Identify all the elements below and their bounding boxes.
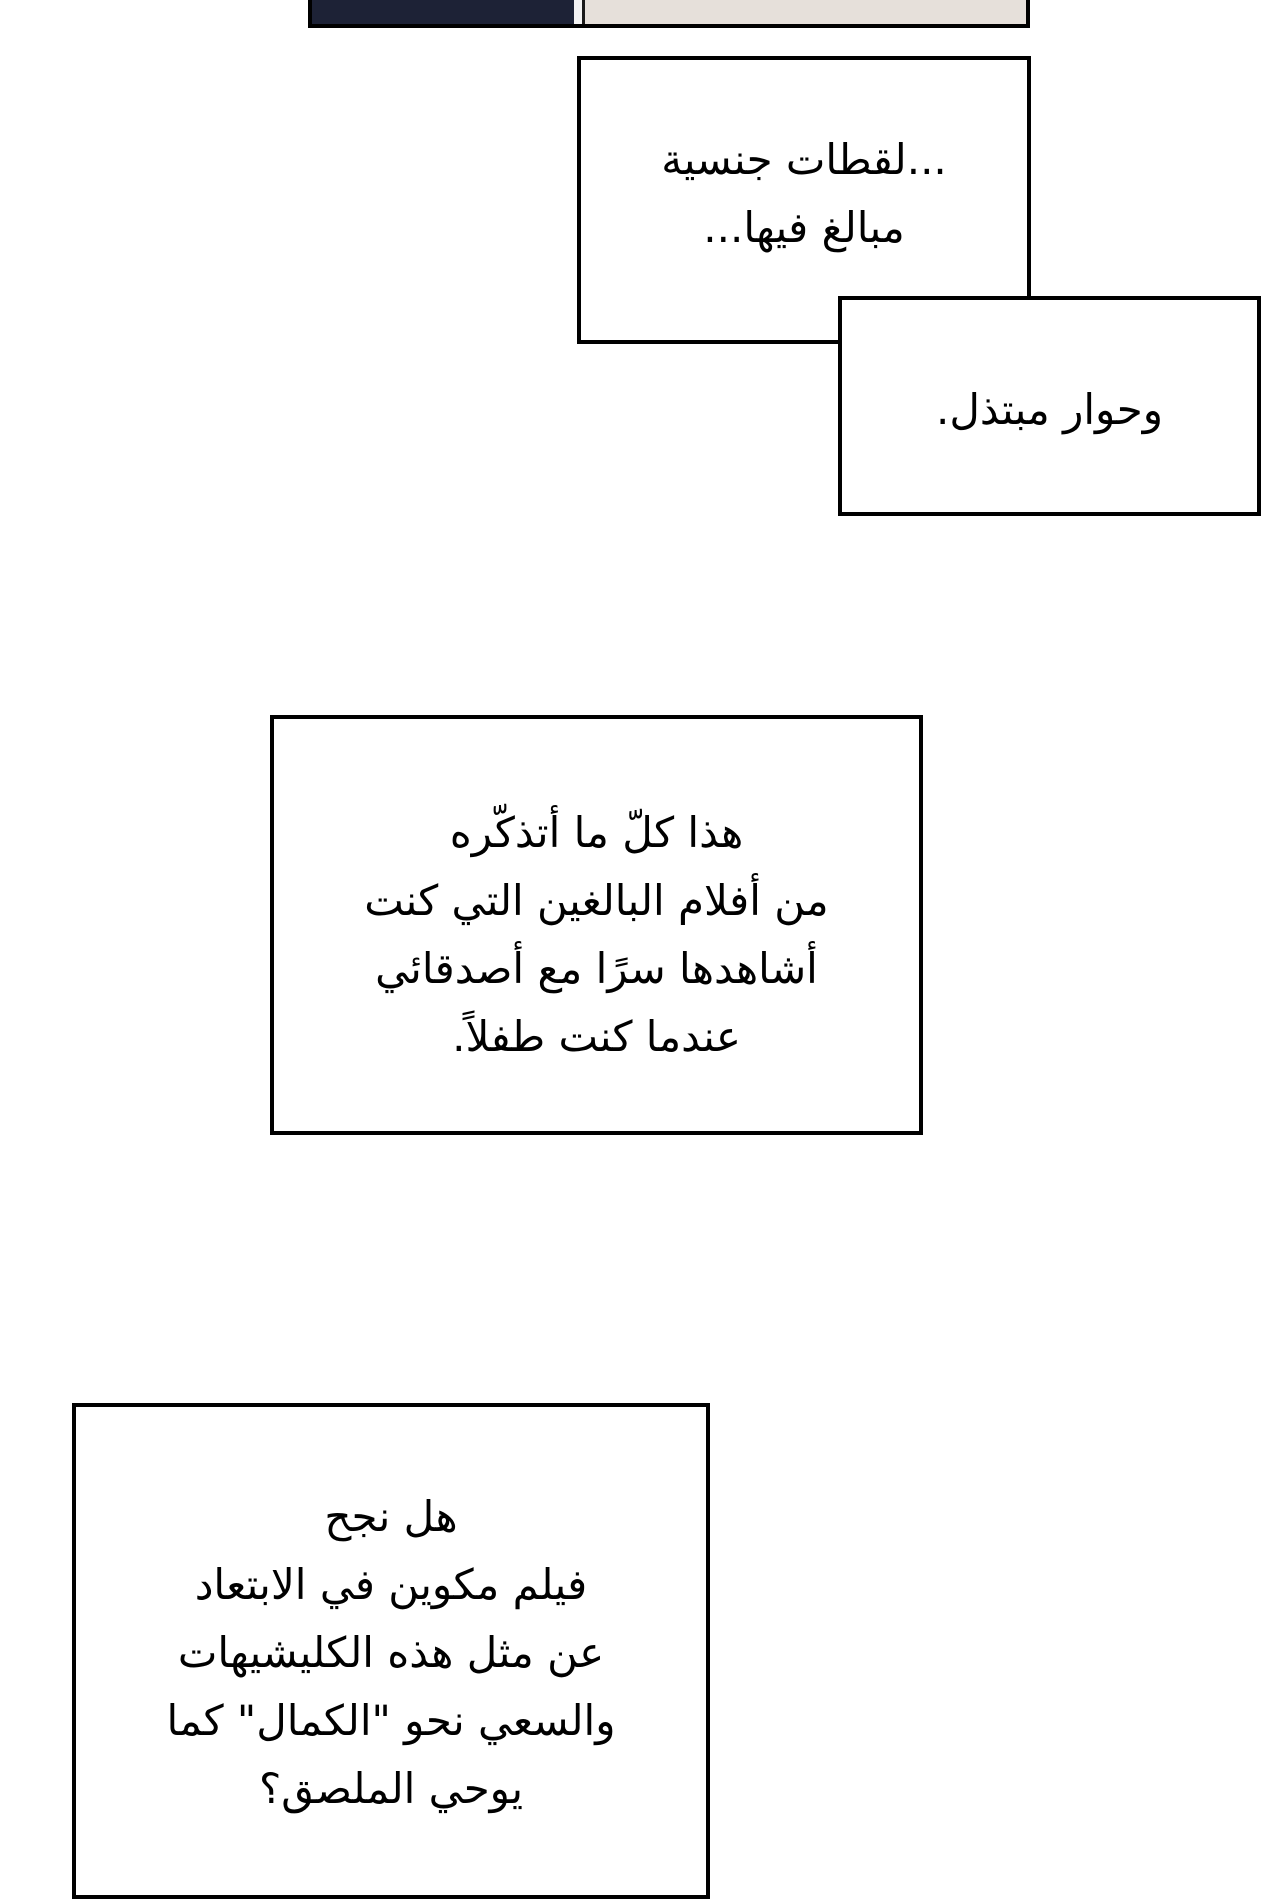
panel-dark-region <box>312 0 574 24</box>
caption-3-line: هذا كلّ ما أتذكّره <box>449 808 744 857</box>
caption-4-line: والسعي نحو "الكمال" كما <box>166 1696 616 1745</box>
caption-text-2 <box>842 376 1257 444</box>
caption-box-3 <box>270 715 923 1135</box>
caption-text-4 <box>76 1483 706 1823</box>
caption-4-line: هل نجح <box>324 1492 458 1541</box>
caption-2-line: وحوار مبتذل. <box>935 385 1163 434</box>
caption-3-line: عندما كنت طفلاً. <box>452 1012 741 1061</box>
caption-4-line: فيلم مكوين في الابتعاد <box>194 1560 588 1609</box>
caption-step-merge <box>842 300 1027 340</box>
caption-1-line: مبالغ فيها... <box>703 203 905 252</box>
caption-1-line: ...لقطات جنسية <box>661 135 947 184</box>
caption-box-4 <box>72 1403 710 1899</box>
caption-text-3 <box>274 799 919 1071</box>
caption-text-1 <box>581 126 1027 262</box>
caption-3-line: أشاهدها سرًا مع أصدقائي <box>375 944 818 993</box>
caption-3-line: من أفلام البالغين التي كنت <box>364 876 829 925</box>
caption-4-line: يوحي الملصق؟ <box>258 1764 524 1813</box>
comic-panel-bottom-edge <box>308 0 1030 28</box>
caption-4-line: عن مثل هذه الكليشيهات <box>177 1628 605 1677</box>
panel-stripe <box>574 0 585 24</box>
